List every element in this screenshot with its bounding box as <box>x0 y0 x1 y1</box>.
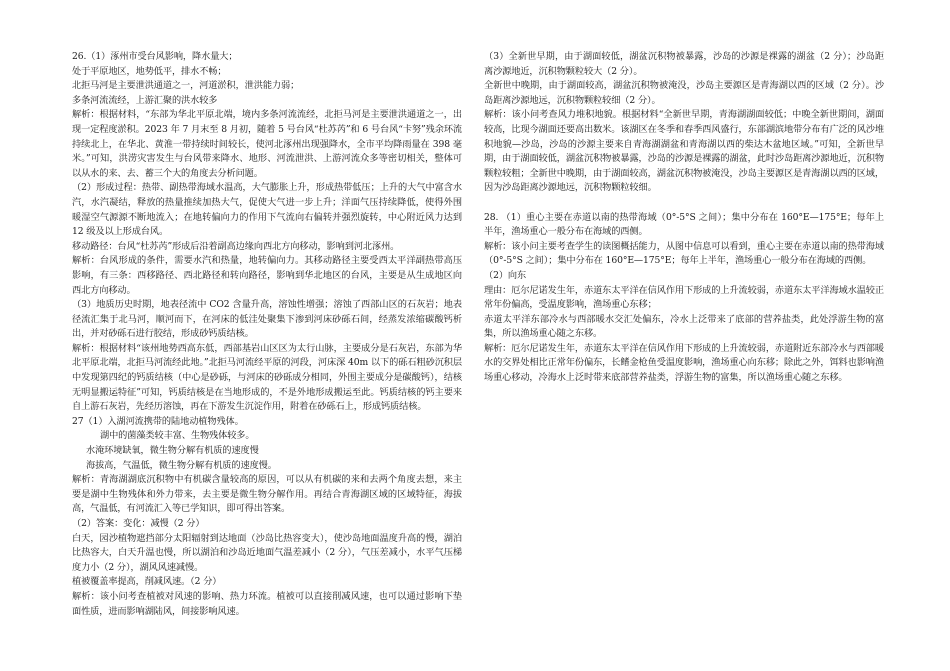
left-paragraph: 白天，园沙植物遮挡部分太阳辐射到达地面（沙岛比热容变大），使沙岛地面温度升高的慢，湖泊比热容大，白天升温也慢，所以湖泊和沙岛近地面气温差减小（2 分），气压差减小，水平气压梯度力小（2 分），湖风风速减慢。 <box>72 532 462 573</box>
right-paragraph: 赤道太平洋东部冷水与西部暖水交汇处偏东，冷水上泛带来了底部的营养盐类，此处浮游生物的富集，所以渔场重心随之东移。 <box>484 313 884 340</box>
left-paragraph: 解析：台风形成的条件，需要水汽和热量，地转偏向力。其移动路径主要受西太平洋副热带高压影响，有三条：西移路径、西北路径和转向路径，影响到华北地区的台风，主要是从生成地区向西北方向移动。 <box>72 255 462 296</box>
left-paragraph: 26.（1）涿州市受台风影响，降水量大； <box>72 51 238 62</box>
right-paragraph: 28. （1）重心主要在赤道以南的热带海域（0°-5°S 之间）；集中分布在 160°E—175°E；每年上半年，渔场重心一般分布在海域的西侧。 <box>484 211 884 238</box>
right-paragraph: 解析：厄尔尼诺发生年，赤道东太平洋在信风作用下形成的上升流较弱，赤道附近东部冷水与西部暖水的交界处相比正常年份偏东，长鳍金枪鱼受温度影响，渔场重心向东移；除此之外，饵料也影响渔场重心移动，冷海水上泛时带来底部营养盐类，浮游生物的富集，所以渔场重心随之东移。 <box>484 342 884 384</box>
right-paragraph: 解析：该小问考查风力堆积地貌。根据材料“全新世早期，青海湖湖面较低；中晚全新世期间，湖面较高，比现今湖面还要高出数米。该湖区在冬季和春季西风盛行，东部湖滨地带分布有广泛的风沙堆积地貌—沙岛，沙岛的沙源主要来自青海湖湖盆和青海湖以西的柴达木盆地区域。”可知，全新世早期，由于湖面较低，湖盆沉积物被暴露，沙岛的沙源是裸露的湖盆，此时沙岛距离沙源地近，沉积物颗粒较粗；全新世中晚期，由于湖面较高，湖盆沉积物被淹没，沙岛主要源区是青海湖以西的区域，因为沙岛距离沙源地远，沉积物颗粒较细。 <box>484 109 884 194</box>
left-paragraph: 湖中的菌藻类较丰富、生物残体较多。 <box>100 430 255 442</box>
left-paragraph: 海拔高，气温低，微生物分解有机质的速度慢。 <box>86 459 277 471</box>
right-paragraph: （3）全新世早期，由于湖面较低，湖盆沉积物被暴露，沙岛的沙源是裸露的湖盆（2 分）；沙岛距离沙源地近，沉积物颗粒较大（2 分）。 <box>484 51 884 77</box>
left-paragraph: 多条河流流经，上游汇聚的洪水较多 <box>72 94 218 106</box>
left-paragraph: （3）地质历史时期，地表径流中 CO2 含量升高，溶蚀性增强；溶蚀了西部山区的石灰岩；地表径流汇集于北马河，顺河而下，在河床的低洼处聚集下渗到河床砂砾石间，经蒸发浓缩碳酸钙析出，并对砂砾石进行胶结，形成砂钙质结核。 <box>72 299 462 340</box>
left-paragraph: （2）答案：变化：减慢（2 分） <box>72 518 205 529</box>
left-paragraph: 解析：该小问考查植被对风速的影响、热力环流。植被可以直接削减风速，也可以通过影响下垫面性质，进而影响湖陆风，间接影响风速。 <box>72 590 462 617</box>
left-paragraph: 27（1）入湖河流携带的陆地动植物残体。 <box>72 415 244 427</box>
left-paragraph: （2）形成过程：热带、副热带海域水温高，大气膨胀上升，形成热带低压；上升的大气中富含水汽，水汽凝结，释放的热量推续加热大气，促使大气进一步上升；洋面气压持续降低，使得外围暖湿空气源源不断地流入；在地转偏向力的作用下气流向右偏转并强烈旋转，中心附近风力达到 12 级及以上形成台风。 <box>72 182 462 238</box>
left-paragraph: 解析：根据材料，“东部为华北平原北端，境内多条河流流经，北拒马河是主要泄洪通道之一，出现一定程度淤积。2023 年 7 月末至 8 月初，随着 5 号台风“杜苏芮”和 6 号台风“卡努”残余环流持续北上，在华北、黄淮一带持续时间较长，使河北涿州出现强降水，全市平均降雨量在 398 毫米。”可知，洪涝灾害发生与台风带来降水、地形、河流泄洪、上游河流众多等密切相关，整体可以从水的来、去、蓄三个大的角度去分析问题。 <box>72 109 462 179</box>
right-paragraph: 全新世中晚期，由于湖面较高，湖盆沉积物被淹没，沙岛主要源区是青海湖以西的区域（2 分）。沙岛距离沙源地远，沉积物颗粒较细（2 分）。 <box>484 80 884 106</box>
right-paragraph: （2）向东 <box>484 269 527 281</box>
right-paragraph: 理由：厄尔尼诺发生年，赤道东太平洋在信风作用下形成的上升流较弱，赤道东太平洋海域水温较正常年份偏高，受温度影响，渔场重心东移； <box>484 284 884 311</box>
left-paragraph: 解析：根据材料“该州地势西高东低，西部基岩山区区为太行山脉，主要成分是石灰岩，东部为华北平原北端，北拒马河流经此地。”北拒马河流经平原的河段，河床深 40m 以下的砾石粗砂沉积层中发现第四纪的钙质结核（中心是砂砾，与河床的砂砾成分相同，外围主要成分是碳酸钙），结核无明显搬运特征”可知，钙质结核是在当地形成的，不是外地形成搬运至此。钙质结核的钙主要来自上游石灰岩，先经历溶蚀，再在下游发生沉淀作用，附着在砂砾石上，形成钙质结核。 <box>72 342 462 413</box>
left-paragraph: 植被覆盖率提高，削减风速。（2 分） <box>72 576 222 588</box>
left-paragraph: 北拒马河是主要泄洪通道之一，河道淤积，泄洪能力弱； <box>72 80 300 92</box>
right-column <box>484 50 884 386</box>
left-paragraph: 处于平原地区，地势低平，排水不畅； <box>72 65 227 77</box>
right-paragraph <box>484 196 884 211</box>
right-paragraph: 解析：该小问主要考查学生的读图概括能力，从图中信息可以看到，重心主要在赤道以南的热带海域（0°-5°S 之间）；集中分布在 160°E—175°E；每年上半年，渔场重心一般分布在海域的西侧。 <box>484 240 884 267</box>
left-paragraph: 移动路径：台风“杜苏芮”形成后沿着副高边缘向西北方向移动，影响到河北涿州。 <box>72 240 400 252</box>
left-paragraph: 解析：青海湖湖底沉积物中有机碳含量较高的原因，可以从有机碳的来和去两个角度去想，来主要是湖中生物残体和外力带来，去主要是微生物分解作用。再结合青海湖区域的区域特征，海拔高，气温低，有河流汇入等已学知识，即可得出答案。 <box>72 474 462 515</box>
left-paragraph: 水淹环境缺氧，微生物分解有机质的速度慢 <box>86 445 259 457</box>
left-column <box>72 50 462 619</box>
